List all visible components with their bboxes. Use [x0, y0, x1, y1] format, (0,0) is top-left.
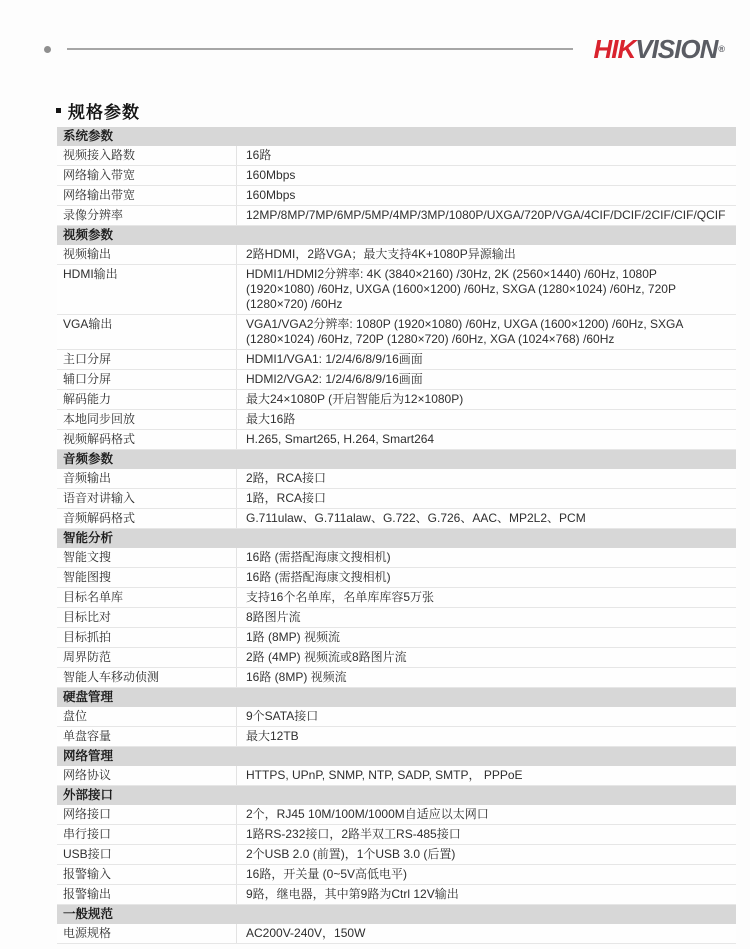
row-value: 2个USB 2.0 (前置)，1个USB 3.0 (后置) [246, 847, 456, 861]
row-label: 音频解码格式 [57, 509, 237, 528]
row-label: USB接口 [57, 845, 237, 864]
section-header: 硬盘管理 [57, 688, 736, 707]
table-row [57, 727, 736, 747]
table-row [57, 766, 736, 786]
row-label: VGA输出 [57, 315, 237, 349]
table-row [57, 548, 736, 568]
row-value: AC200V-240V，150W [246, 926, 366, 940]
row-value: 2个，RJ45 10M/100M/1000M自适应以太网口 [246, 807, 489, 821]
row-label: 视频解码格式 [57, 430, 237, 449]
row-label: 本地同步回放 [57, 410, 237, 429]
table-row [57, 265, 736, 315]
table-row [57, 315, 736, 350]
row-value: 8路图片流 [246, 610, 301, 624]
table-row [57, 166, 736, 186]
bullet-dot-icon [44, 46, 51, 53]
section-header: 系统参数 [57, 127, 736, 146]
row-value: HTTPS, UPnP, SNMP, NTP, SADP, SMTP， PPPoE [246, 768, 523, 782]
row-label: 视频输出 [57, 245, 237, 264]
row-label: 智能人车移动侦测 [57, 668, 237, 687]
row-value: 16路 [246, 148, 272, 162]
row-label: 音频输出 [57, 469, 237, 488]
row-value: 16路 (8MP) 视频流 [246, 670, 347, 684]
row-value: 最大12TB [246, 729, 299, 743]
row-label: 网络输出带宽 [57, 186, 237, 205]
row-label: 报警输入 [57, 865, 237, 884]
row-value: G.711ulaw、G.711alaw、G.722、G.726、AAC、MP2L2、PCM [246, 511, 586, 525]
row-label: 网络输入带宽 [57, 166, 237, 185]
row-value: 1路，RCA接口 [246, 491, 327, 505]
row-value: 1路RS-232接口，2路半双工RS-485接口 [246, 827, 461, 841]
row-value: 2路 (4MP) 视频流或8路图片流 [246, 650, 407, 664]
logo-hik-text: HIK [593, 34, 636, 64]
row-value: 最大16路 [246, 412, 296, 426]
section-header: 网络管理 [57, 747, 736, 766]
table-row [57, 370, 736, 390]
row-label: 语音对讲输入 [57, 489, 237, 508]
row-label: 报警输出 [57, 885, 237, 904]
table-row [57, 707, 736, 727]
page-title-row [56, 98, 140, 123]
row-label: 目标抓拍 [57, 628, 237, 647]
row-value: 160Mbps [246, 168, 296, 182]
table-row [57, 668, 736, 688]
row-value: 最大24×1080P (开启智能后为12×1080P) [246, 392, 464, 406]
page-title: 规格参数 [68, 103, 140, 122]
section-header: 外部接口 [57, 786, 736, 805]
row-value: 16路，开关量 (0~5V高低电平) [246, 867, 408, 881]
logo-vision-text: VISION [635, 34, 718, 64]
row-value: 160Mbps [246, 188, 296, 202]
row-label: 单盘容量 [57, 727, 237, 746]
row-value: HDMI1/VGA1: 1/2/4/6/8/9/16画面 [246, 352, 423, 366]
table-row [57, 628, 736, 648]
row-label: 解码能力 [57, 390, 237, 409]
table-row [57, 648, 736, 668]
row-label: 主口分屏 [57, 350, 237, 369]
row-label: 录像分辨率 [57, 206, 237, 225]
header-rule [67, 48, 573, 50]
table-row [57, 865, 736, 885]
section-header: 智能分析 [57, 529, 736, 548]
row-label: 目标名单库 [57, 588, 237, 607]
table-row [57, 924, 736, 944]
row-value: 2路HDMI，2路VGA；最大支持4K+1080P异源输出 [246, 247, 516, 261]
table-row [57, 568, 736, 588]
row-label: 智能图搜 [57, 568, 237, 587]
row-value: 支持16个名单库，名单库库容5万张 [246, 590, 435, 604]
brand-header [44, 36, 724, 62]
table-row [57, 410, 736, 430]
table-row [57, 469, 736, 489]
row-value: 12MP/8MP/7MP/6MP/5MP/4MP/3MP/1080P/UXGA/720P/VGA/4CIF/DCIF/2CIF/CIF/QCIF [246, 208, 726, 222]
row-label: 盘位 [57, 707, 237, 726]
table-row [57, 885, 736, 905]
section-header: 一般规范 [57, 905, 736, 924]
row-label: 周界防范 [57, 648, 237, 667]
row-label: 网络接口 [57, 805, 237, 824]
table-row [57, 608, 736, 628]
row-value: 16路 (需搭配海康文搜相机) [246, 550, 391, 564]
row-label: 网络协议 [57, 766, 237, 785]
row-label: 智能文搜 [57, 548, 237, 567]
table-row [57, 350, 736, 370]
row-label: 电源规格 [57, 924, 237, 943]
table-row [57, 588, 736, 608]
table-row [57, 245, 736, 265]
row-value: HDMI1/HDMI2分辨率: 4K (3840×2160) /30Hz, 2K (2560×1440) /60Hz, 1080P (1920×1080) /60Hz, UXGA (1600×1200) /60Hz, SXGA (1280×1024) /60Hz, 720P (1280×720) /60Hz [246, 267, 676, 311]
spec-table [57, 127, 736, 944]
row-value: 1路 (8MP) 视频流 [246, 630, 341, 644]
table-row [57, 206, 736, 226]
title-bullet-icon [56, 108, 61, 113]
registered-mark: ® [718, 44, 724, 54]
row-label: 辅口分屏 [57, 370, 237, 389]
row-value: HDMI2/VGA2: 1/2/4/6/8/9/16画面 [246, 372, 423, 386]
section-header: 视频参数 [57, 226, 736, 245]
row-label: 串行接口 [57, 825, 237, 844]
row-value: 9个SATA接口 [246, 709, 319, 723]
table-row [57, 509, 736, 529]
row-value: H.265, Smart265, H.264, Smart264 [246, 432, 435, 446]
row-value: VGA1/VGA2分辨率: 1080P (1920×1080) /60Hz, UXGA (1600×1200) /60Hz, SXGA (1280×1024) /60Hz, 720P (1280×720) /60Hz, XGA (1024×768) /60Hz [246, 317, 683, 346]
row-value: 16路 (需搭配海康文搜相机) [246, 570, 391, 584]
row-label: 视频接入路数 [57, 146, 237, 165]
row-value: 2路，RCA接口 [246, 471, 327, 485]
row-label: HDMI输出 [57, 265, 237, 314]
table-row [57, 390, 736, 410]
section-header: 音频参数 [57, 450, 736, 469]
table-row [57, 805, 736, 825]
table-row [57, 825, 736, 845]
row-label: 目标比对 [57, 608, 237, 627]
table-row [57, 845, 736, 865]
table-row [57, 489, 736, 509]
table-row [57, 146, 736, 166]
row-value: 9路，继电器，其中第9路为Ctrl 12V输出 [246, 887, 459, 901]
table-row [57, 430, 736, 450]
table-row [57, 186, 736, 206]
hikvision-logo [593, 36, 724, 62]
